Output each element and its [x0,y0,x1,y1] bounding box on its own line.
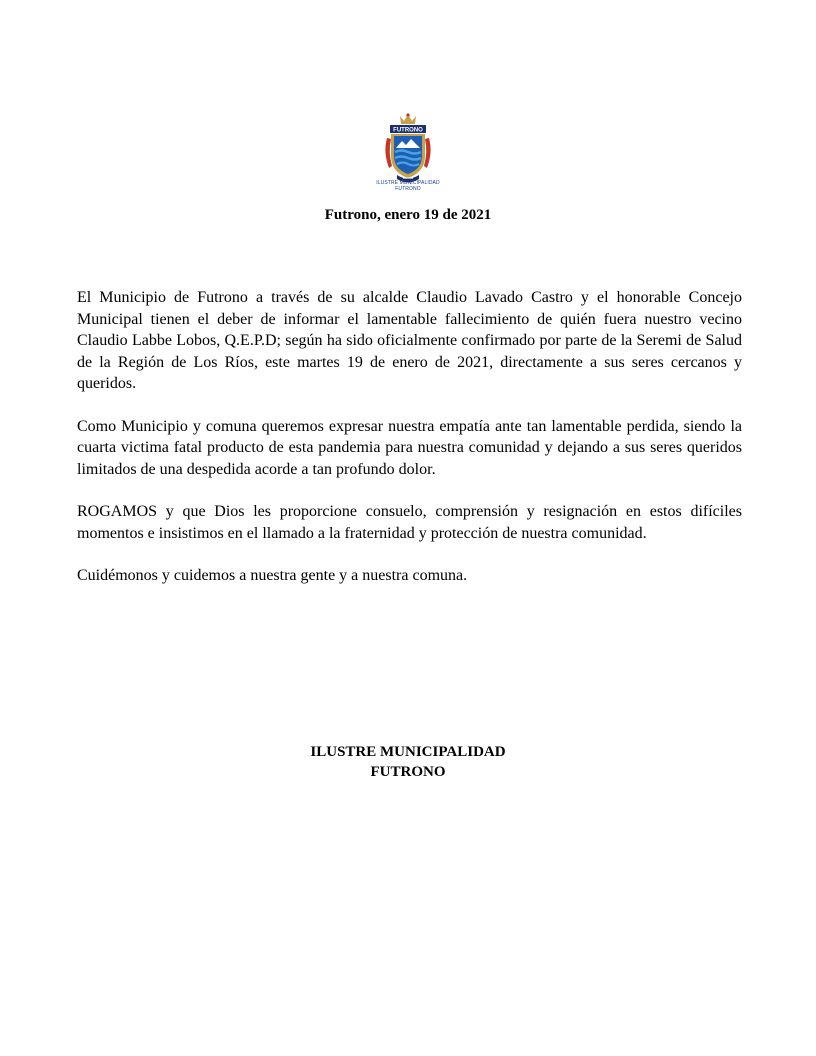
signature-block [0,742,816,782]
signature-line1: ILUSTRE MUNICIPALIDAD [310,744,506,760]
crest-caption [358,180,458,192]
document-date: Futrono, enero 19 de 2021 [324,207,492,223]
municipal-crest-logo [373,112,443,190]
paragraph-announcement: El Municipio de Futrono a través de su alcalde Claudio Lavado Castro y el honorable Concejo Municipal tienen el deber de informar el lamentable fallecimiento de quién fuera nuestro vecino Claudio Labbe Lobos, Q.E.P.D; según ha sido oficialmente confirmado por parte de la Seremi de Salud de la Región de Los Ríos, este martes 19 de enero de 2021, directamente a sus seres cercanos y queridos. [77,289,742,392]
paragraph-prayer: ROGAMOS y que Dios les proporcione consuelo, comprensión y resignación en estos difíciles momentos e insistimos en el llamado a la fraternidad y protección de nuestra comunidad. [77,503,742,542]
paragraph-closing: Cuidémonos y cuidemos a nuestra gente y a nuestra comuna. [77,567,468,584]
crest-caption-line1: ILUSTRE MUNICIPALIDAD [376,180,440,186]
crest-caption-line2: FUTRONO [395,186,421,192]
paragraph-condolence: Como Municipio y comuna queremos expresar nuestra empatía ante tan lamentable perdida, siendo la cuarta victima fatal producto de esta pandemia para nuestra comunidad y dejando a sus seres queridos limitados de una despedida acorde a tan profundo dolor. [77,417,742,478]
signature-line2: FUTRONO [370,764,446,780]
document-body [77,287,742,608]
crest-banner-text: FUTRONO [393,127,423,134]
